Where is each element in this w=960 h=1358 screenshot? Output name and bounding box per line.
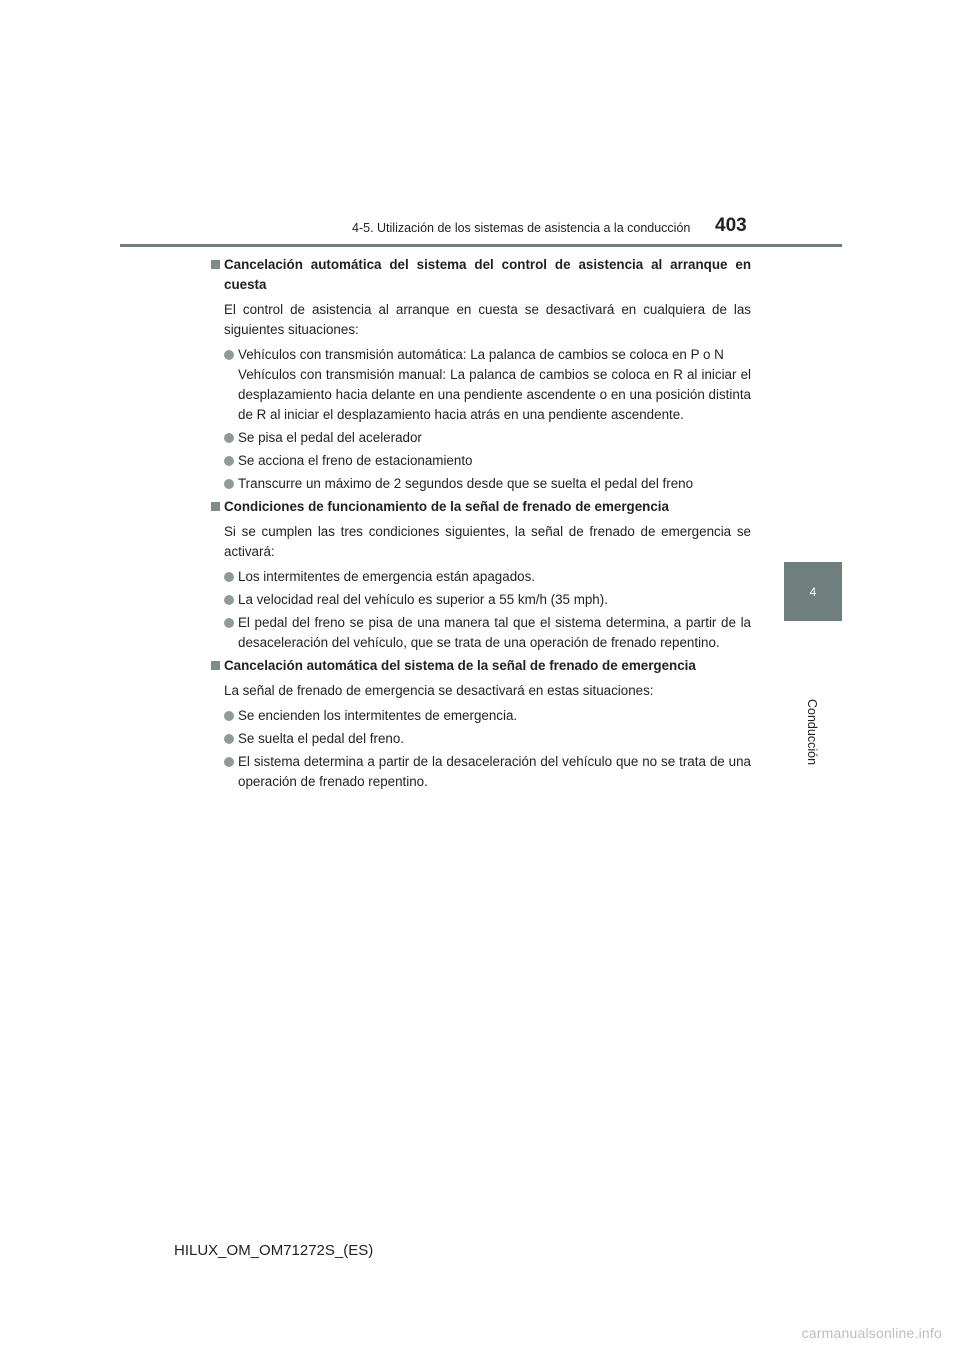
list-item-text: Se suelta el pedal del freno. (238, 731, 405, 746)
circle-bullet-icon (224, 711, 234, 721)
main-content (209, 255, 751, 795)
list-item-text: Transcurre un máximo de 2 segundos desde que se suelta el pedal del freno (238, 476, 694, 491)
list-item-text: Vehículos con transmisión automática: La palanca de cambios se coloca en P o N (238, 347, 724, 362)
section-heading-text: Condiciones de funcionamiento de la señal de frenado de emergencia (224, 499, 669, 514)
square-bullet-icon (211, 661, 220, 670)
running-header-section: 4-5. Utilización de los sistemas de asistencia a la conducción (352, 221, 691, 235)
document-code: HILUX_OM_OM71272S_(ES) (174, 1242, 374, 1259)
circle-bullet-icon (224, 350, 234, 360)
square-bullet-icon (211, 260, 220, 269)
list-item-text: El pedal del freno se pisa de una manera tal que el sistema determina, a partir de la desaceleración del vehículo, que se trata de una operación de frenado repentino. (238, 615, 751, 650)
square-bullet-icon (211, 502, 220, 511)
list-item (209, 729, 751, 749)
chapter-number: 4 (809, 584, 817, 599)
section-heading (209, 255, 751, 295)
section-intro: Si se cumplen las tres condiciones siguientes, la señal de frenado de emergencia se activará: (224, 524, 751, 559)
list-item (209, 428, 751, 448)
circle-bullet-icon (224, 734, 234, 744)
section-heading (209, 497, 751, 517)
list-item (209, 567, 751, 587)
list-item-text: La velocidad real del vehículo es superior a 55 km/h (35 mph). (238, 592, 608, 607)
list-item-text: Se acciona el freno de estacionamiento (238, 453, 473, 468)
section-intro: La señal de frenado de emergencia se desactivará en estas situaciones: (224, 683, 654, 698)
circle-bullet-icon (224, 433, 234, 443)
list-item (209, 706, 751, 726)
list-item-text: El sistema determina a partir de la desaceleración del vehículo que no se trata de una operación de frenado repentino. (238, 754, 751, 789)
circle-bullet-icon (224, 757, 234, 767)
list-item (209, 752, 751, 792)
list-item (209, 451, 751, 471)
list-item (209, 590, 751, 610)
circle-bullet-icon (224, 572, 234, 582)
section-heading-text: Cancelación automática del sistema de la señal de frenado de emergencia (224, 658, 696, 673)
circle-bullet-icon (224, 618, 234, 628)
chapter-label: Conducción (805, 699, 819, 766)
header-divider (120, 244, 842, 247)
list-item-text: Se encienden los intermitentes de emergencia. (238, 708, 518, 723)
section-heading (209, 656, 751, 676)
list-item (209, 474, 751, 494)
circle-bullet-icon (224, 479, 234, 489)
chapter-label-container (784, 627, 842, 766)
list-item-text: Los intermitentes de emergencia están apagados. (238, 569, 536, 584)
section-heading-text: Cancelación automática del sistema del control de asistencia al arranque en cuesta (224, 257, 751, 292)
circle-bullet-icon (224, 456, 234, 466)
circle-bullet-icon (224, 595, 234, 605)
list-item (209, 345, 751, 425)
chapter-tab (784, 562, 842, 621)
list-item-text: Se pisa el pedal del acelerador (238, 430, 422, 445)
page-number: 403 (715, 215, 747, 236)
list-item (209, 613, 751, 653)
watermark[interactable]: carmanualsonline.info (801, 1325, 942, 1341)
section-intro: El control de asistencia al arranque en cuesta se desactivará en cualquiera de las siguientes situaciones: (224, 302, 751, 337)
list-item-text: Vehículos con transmisión manual: La palanca de cambios se coloca en R al iniciar el desplazamiento hacia delante en una pendiente ascendente o en una posición distinta de R al iniciar el desplazamiento hacia atrás en una pendiente ascendente. (238, 367, 751, 422)
